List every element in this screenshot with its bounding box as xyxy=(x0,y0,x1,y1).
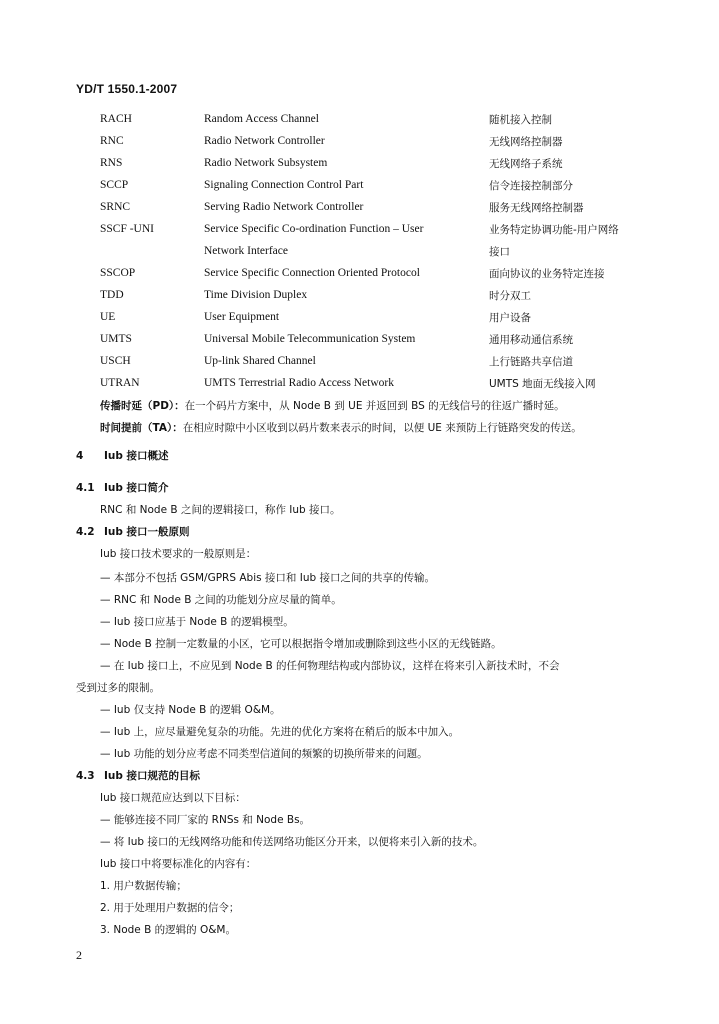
abbr-code: SRNC xyxy=(100,201,131,213)
abbr-code: UMTS xyxy=(100,333,132,345)
abbr-english: Time Division Duplex xyxy=(204,289,308,301)
numbered-item: 2. 用于处理用户数据的信令； xyxy=(100,902,240,914)
paragraph: Iub 接口规范应达到以下目标： xyxy=(100,792,246,804)
page-number: 2 xyxy=(76,948,82,962)
abbr-english: Radio Network Subsystem xyxy=(204,157,328,169)
abbr-chinese: 用户设备 xyxy=(489,311,531,324)
abbr-code: SCCP xyxy=(100,179,129,191)
abbr-chinese: UMTS 地面无线接入网 xyxy=(489,377,596,390)
abbr-english: UMTS Terrestrial Radio Access Network xyxy=(204,377,394,389)
abbr-chinese: 面向协议的业务特定连接 xyxy=(489,267,605,280)
list-item: — 在 Iub 接口上，不应见到 Node B 的任何物理结构或内部协议，这样在将来引入新技术时，不会 xyxy=(100,660,560,672)
abbreviation-row xyxy=(100,328,680,350)
definition-pd xyxy=(100,398,565,413)
section-number: 4.2 xyxy=(76,526,95,538)
definition-term: 传播时延（PD）： xyxy=(100,400,185,412)
abbr-english: User Equipment xyxy=(204,311,280,323)
abbr-chinese: 时分双工 xyxy=(489,289,531,302)
abbr-english: Up-link Shared Channel xyxy=(204,355,316,367)
section-title: Iub 接口概述 xyxy=(104,450,169,462)
abbr-chinese: 随机接入控制 xyxy=(489,113,552,126)
list-item: — Iub 接口应基于 Node B 的逻辑模型。 xyxy=(100,616,294,628)
abbr-english: Random Access Channel xyxy=(204,113,319,125)
abbr-chinese: 无线网络子系统 xyxy=(489,157,563,170)
abbr-english: Radio Network Controller xyxy=(204,135,325,147)
abbr-english: Service Specific Connection Oriented Protocol xyxy=(204,267,420,279)
abbr-code: USCH xyxy=(100,355,131,367)
abbreviation-row xyxy=(100,284,680,306)
list-item: — 能够连接不同厂家的 RNSs 和 Node Bs。 xyxy=(100,814,311,826)
abbreviation-row xyxy=(100,306,680,328)
list-item-continuation: 受到过多的限制。 xyxy=(76,682,160,694)
numbered-item: 3. Node B 的逻辑的 O&M。 xyxy=(100,924,236,936)
abbr-code: SSCF -UNI xyxy=(100,223,155,235)
abbr-chinese: 无线网络控制器 xyxy=(489,135,563,148)
paragraph: Iub 接口技术要求的一般原则是： xyxy=(100,548,257,560)
abbreviation-row xyxy=(100,108,680,130)
abbreviation-list xyxy=(100,108,680,394)
abbr-chinese: 信令连接控制部分 xyxy=(489,179,573,192)
section-number: 4.3 xyxy=(76,770,95,782)
section-4-2-heading xyxy=(76,524,190,539)
list-item: — 将 Iub 接口的无线网络功能和传送网络功能区分开来，以便将来引入新的技术。 xyxy=(100,836,484,848)
section-title: Iub 接口简介 xyxy=(104,482,169,494)
abbr-code: UE xyxy=(100,311,116,323)
abbr-english: Service Specific Co-ordination Function – User xyxy=(204,223,424,235)
section-4-1-heading xyxy=(76,480,169,495)
abbr-code: SSCOP xyxy=(100,267,136,279)
definition-text: 在一个码片方案中，从 Node B 到 UE 并返回到 BS 的无线信号的往返广播时延。 xyxy=(184,400,565,412)
section-4-heading xyxy=(76,448,169,463)
definition-text: 在相应时隙中小区收到以码片数来表示的时间，以便 UE 来预防上行链路突发的传送。 xyxy=(182,422,582,434)
abbr-chinese: 接口 xyxy=(489,245,510,258)
abbr-english: Network Interface xyxy=(204,245,288,257)
abbr-chinese: 上行链路共享信道 xyxy=(489,355,573,368)
standard-number: YD/T 1550.1-2007 xyxy=(76,82,178,96)
section-number: 4 xyxy=(76,450,84,462)
abbreviation-row xyxy=(100,372,680,394)
list-item: — Iub 功能的划分应考虑不同类型信道间的频繁的切换所带来的问题。 xyxy=(100,748,428,760)
abbr-code: RACH xyxy=(100,113,132,125)
abbreviation-row xyxy=(100,218,680,240)
list-item: — Iub 上，应尽量避免复杂的功能。先进的优化方案将在稍后的版本中加入。 xyxy=(100,726,460,738)
abbreviation-row xyxy=(100,350,680,372)
abbr-code: RNC xyxy=(100,135,124,147)
abbr-english: Serving Radio Network Controller xyxy=(204,201,364,213)
abbr-english: Signaling Connection Control Part xyxy=(204,179,364,191)
abbr-chinese: 通用移动通信系统 xyxy=(489,333,573,346)
abbreviation-row xyxy=(100,174,680,196)
list-item: — 本部分不包括 GSM/GPRS Abis 接口和 Iub 接口之间的共享的传输。 xyxy=(100,572,436,584)
abbreviation-row xyxy=(100,130,680,152)
abbreviation-row xyxy=(100,196,680,218)
section-number: 4.1 xyxy=(76,482,95,494)
abbr-chinese: 服务无线网络控制器 xyxy=(489,201,584,214)
abbr-code: TDD xyxy=(100,289,124,301)
list-item: — RNC 和 Node B 之间的功能划分应尽量的简单。 xyxy=(100,594,342,606)
abbr-code: RNS xyxy=(100,157,123,169)
abbreviation-row xyxy=(100,152,680,174)
abbr-chinese: 业务特定协调功能-用户网络 xyxy=(489,223,619,236)
list-item: — Iub 仅支持 Node B 的逻辑 O&M。 xyxy=(100,704,281,716)
definition-ta xyxy=(100,420,582,435)
section-title: Iub 接口一般原则 xyxy=(104,526,190,538)
abbreviation-row xyxy=(100,240,680,262)
paragraph: RNC 和 Node B 之间的逻辑接口，称作 Iub 接口。 xyxy=(100,504,341,516)
abbr-english: Universal Mobile Telecommunication System xyxy=(204,333,416,345)
definition-term: 时间提前（TA）： xyxy=(100,422,183,434)
section-title: Iub 接口规范的目标 xyxy=(104,770,201,782)
numbered-item: 1. 用户数据传输； xyxy=(100,880,187,892)
list-item: — Node B 控制一定数量的小区，它可以根据指令增加或删除到这些小区的无线链路。 xyxy=(100,638,502,650)
abbr-code: UTRAN xyxy=(100,377,140,389)
paragraph: Iub 接口中将要标准化的内容有： xyxy=(100,858,257,870)
section-4-3-heading xyxy=(76,768,200,783)
abbreviation-row xyxy=(100,262,680,284)
